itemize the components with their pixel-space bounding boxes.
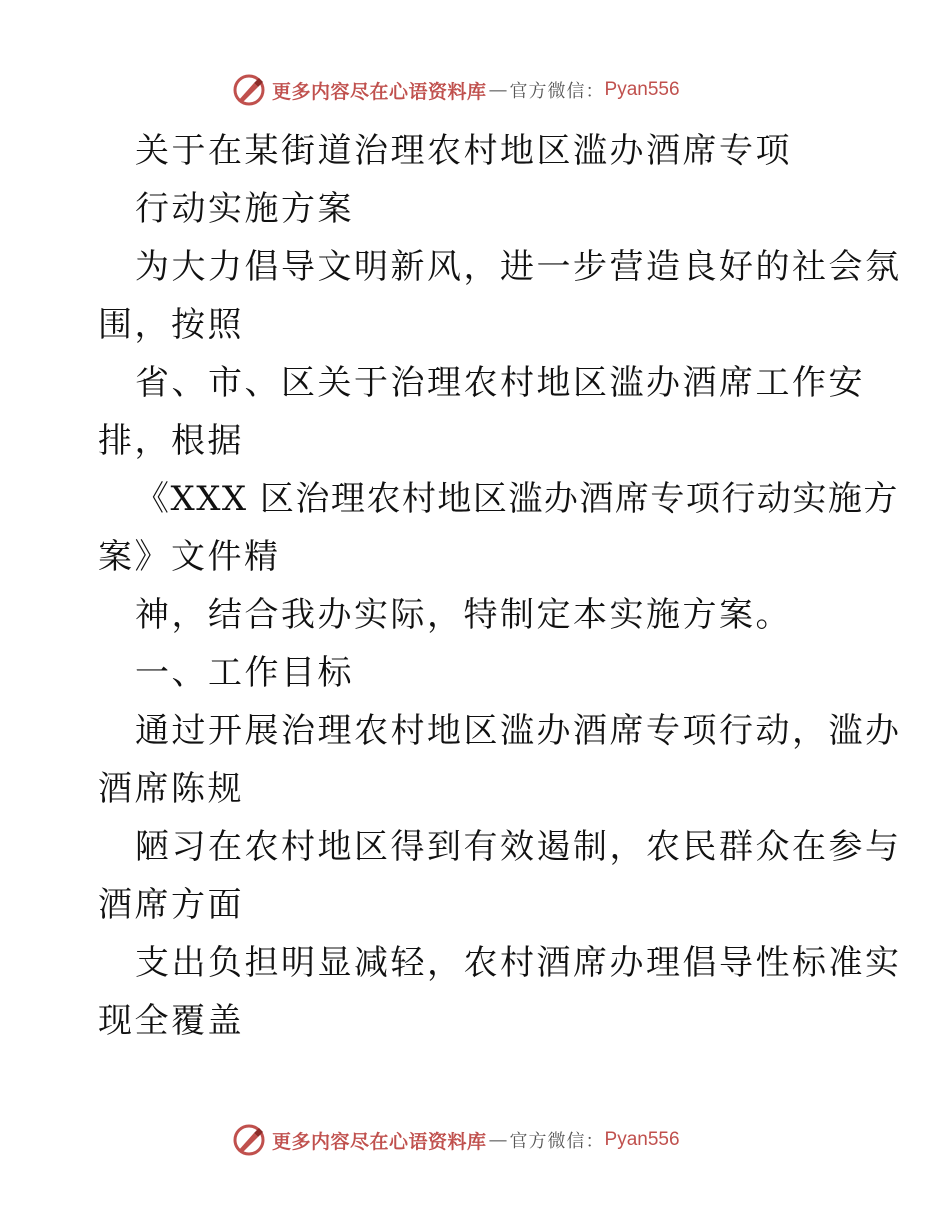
doc-title-line-1: 关于在某街道治理农村地区滥办酒席专项: [135, 131, 792, 171]
pen-logo-icon: [232, 1123, 266, 1157]
document-body: [98, 122, 902, 1050]
paragraph-line: 酒席陈规: [98, 769, 244, 809]
doc-title-line-2: 行动实施方案: [135, 189, 354, 229]
banner-dash: —: [488, 79, 508, 101]
paragraph-line: 支出负担明显减轻，农村酒席办理倡导性标准实: [135, 943, 902, 983]
banner-official-label: 官方微信：: [509, 1131, 605, 1152]
banner-wechat-id: Pyan556: [604, 79, 680, 100]
paragraph-line: 为大力倡导文明新风，进一步营造良好的社会氛: [135, 247, 902, 287]
paragraph-line: 省、市、区关于治理农村地区滥办酒席工作安: [135, 363, 865, 403]
banner-dash: —: [488, 1129, 508, 1151]
pen-logo-icon: [232, 73, 266, 107]
paragraph-line: 神，结合我办实际，特制定本实施方案。: [135, 595, 792, 635]
banner-official-label: 官方微信：: [509, 81, 605, 102]
banner-text: 更多内容尽在心语资料库: [272, 80, 487, 103]
paragraph-line: 现全覆盖: [98, 1001, 244, 1041]
paragraph-line: 陋习在农村地区得到有效遏制，农民群众在参与: [135, 827, 902, 867]
paragraph-line: 排，根据: [98, 421, 244, 461]
banner-wechat-id: Pyan556: [604, 1129, 680, 1150]
paragraph-line: 通过开展治理农村地区滥办酒席专项行动，滥办: [135, 711, 902, 751]
paragraph-line: 酒席方面: [98, 885, 244, 925]
header-banner: [232, 72, 680, 108]
paragraph-line: 围，按照: [98, 305, 244, 345]
section-heading: 一、工作目标: [135, 653, 354, 693]
banner-text: 更多内容尽在心语资料库: [272, 1130, 487, 1153]
paragraph-line: 案》文件精: [98, 537, 281, 577]
footer-banner: [232, 1122, 680, 1158]
paragraph-line: 《XXX 区治理农村地区滥办酒席专项行动实施方: [135, 479, 899, 519]
